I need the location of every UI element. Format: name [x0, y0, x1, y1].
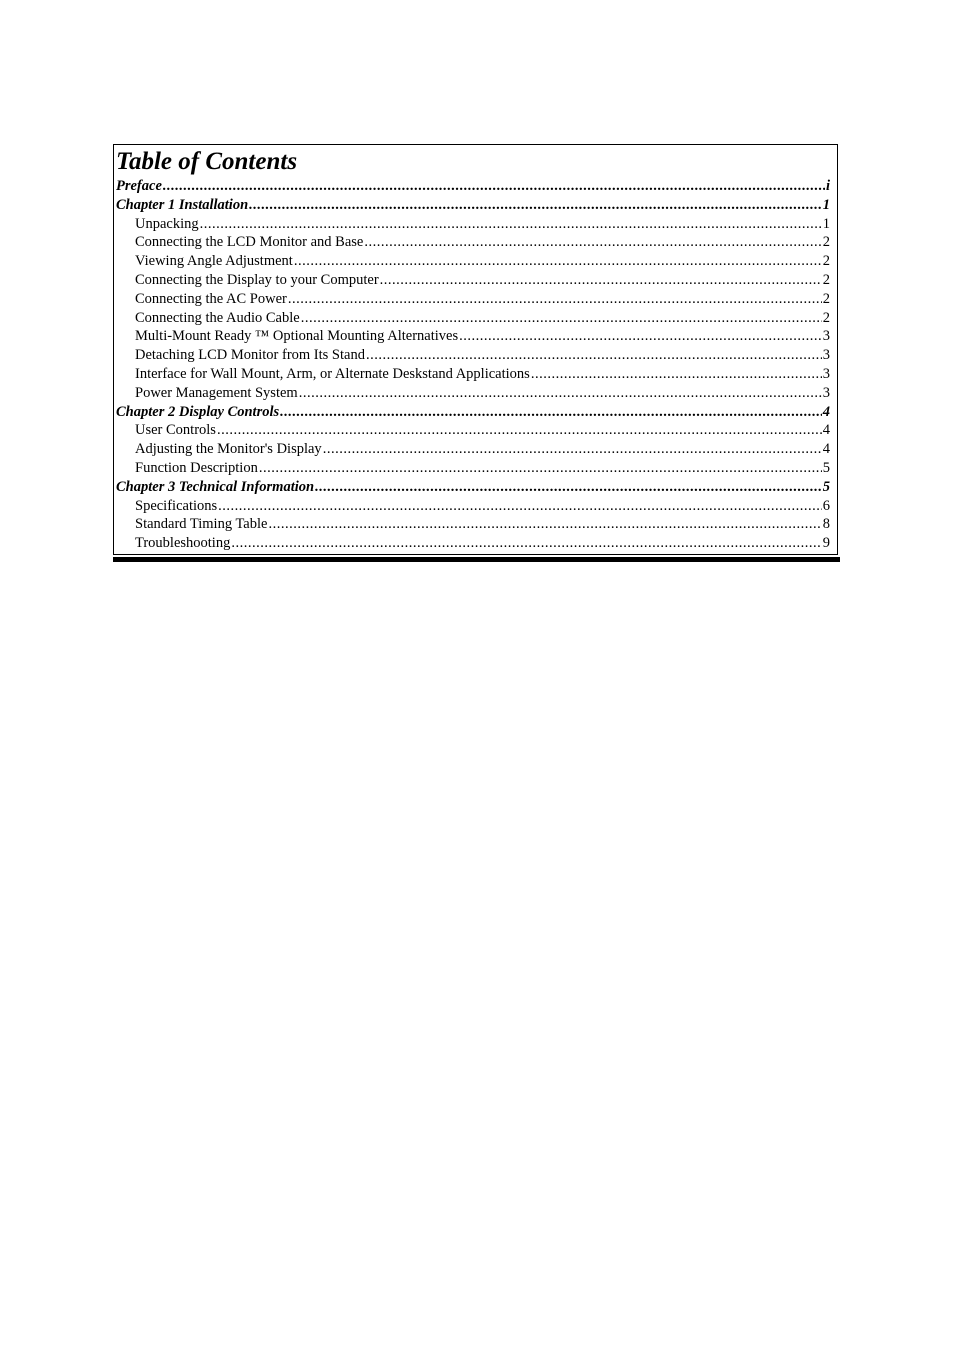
toc-entry-connecting-ac-power[interactable]	[116, 290, 830, 309]
dot-leader	[531, 365, 822, 384]
toc-entry-connecting-audio[interactable]	[116, 309, 830, 328]
dot-leader	[288, 290, 822, 309]
dot-leader	[301, 309, 822, 328]
toc-title: Table of Contents	[116, 148, 298, 175]
toc-entry-user-controls[interactable]	[116, 421, 830, 440]
toc-entry-page: 3	[822, 328, 830, 345]
toc-entry-label: Multi-Mount Ready ™ Optional Mounting Alternatives	[135, 328, 459, 345]
toc-entry-troubleshooting[interactable]	[116, 534, 830, 553]
dot-leader	[315, 478, 822, 497]
toc-entry-page: 8	[822, 516, 830, 533]
toc-entry-label: Connecting the Display to your Computer	[135, 271, 379, 288]
dot-leader	[268, 515, 821, 534]
toc-entry-page: 2	[822, 290, 830, 307]
table-of-contents	[113, 144, 838, 555]
toc-entry-standard-timing-table[interactable]	[116, 515, 830, 534]
toc-entry-page: 1	[822, 196, 830, 213]
dot-leader	[218, 497, 822, 516]
toc-entry-page: 3	[822, 365, 830, 382]
toc-entry-page: 1	[822, 215, 830, 232]
dot-leader	[366, 346, 822, 365]
toc-entry-connecting-display[interactable]	[116, 271, 830, 290]
dot-leader	[299, 384, 822, 403]
toc-entry-page: 4	[822, 422, 830, 439]
toc-entry-multi-mount[interactable]	[116, 327, 830, 346]
toc-entry-page: 6	[822, 497, 830, 514]
toc-entry-label: Chapter 3 Technical Information	[116, 478, 315, 495]
toc-entry-page: 3	[822, 384, 830, 401]
toc-entry-label: Connecting the LCD Monitor and Base	[135, 234, 364, 251]
toc-entry-label: Connecting the AC Power	[135, 290, 287, 307]
toc-bottom-rule	[113, 557, 840, 562]
toc-entry-label: Unpacking	[135, 215, 199, 232]
dot-leader	[200, 215, 822, 234]
toc-entry-detaching-monitor[interactable]	[116, 346, 830, 365]
toc-entry-label: Function Description	[135, 459, 258, 476]
toc-entry-unpacking[interactable]	[116, 215, 830, 234]
toc-entry-chapter-2[interactable]	[116, 403, 830, 422]
toc-entry-label: Troubleshooting	[135, 535, 231, 552]
toc-entry-label: Standard Timing Table	[135, 516, 268, 533]
dot-leader	[217, 421, 822, 440]
toc-entry-page: 5	[822, 459, 830, 476]
toc-entry-page: 5	[822, 478, 830, 495]
toc-entry-label: Viewing Angle Adjustment	[135, 253, 293, 270]
toc-entry-specifications[interactable]	[116, 497, 830, 516]
toc-entry-wall-mount-interface[interactable]	[116, 365, 830, 384]
toc-entry-page: 2	[822, 253, 830, 270]
dot-leader	[380, 271, 822, 290]
dot-leader	[249, 196, 822, 215]
toc-entry-page: i	[825, 178, 830, 194]
toc-entry-label: Chapter 2 Display Controls	[116, 403, 280, 420]
toc-entry-chapter-3[interactable]	[116, 478, 830, 497]
toc-entry-page: 2	[822, 309, 830, 326]
toc-entry-chapter-1[interactable]	[116, 196, 830, 215]
toc-entry-label: Detaching LCD Monitor from Its Stand	[135, 347, 365, 364]
toc-entry-label: Adjusting the Monitor's Display	[135, 441, 322, 458]
toc-entry-label: Power Management System	[135, 384, 298, 401]
toc-entry-page: 9	[822, 535, 830, 552]
toc-entry-label: Specifications	[135, 497, 218, 514]
dot-leader	[364, 233, 821, 252]
toc-entry-page: 4	[822, 403, 830, 420]
toc-entry-label: Chapter 1 Installation	[116, 196, 249, 213]
dot-leader	[294, 252, 822, 271]
toc-list	[116, 177, 830, 553]
toc-entry-label: Connecting the Audio Cable	[135, 309, 300, 326]
dot-leader	[280, 403, 822, 422]
toc-entry-label: Interface for Wall Mount, Arm, or Alternate Deskstand Applications	[135, 365, 530, 382]
toc-entry-page: 3	[822, 347, 830, 364]
toc-entry-page: 2	[822, 271, 830, 288]
dot-leader	[323, 440, 822, 459]
toc-entry-preface[interactable]	[116, 177, 830, 196]
toc-entry-page: 2	[822, 234, 830, 251]
dot-leader	[259, 459, 822, 478]
dot-leader	[231, 534, 821, 553]
toc-entry-label: Preface	[116, 178, 162, 194]
toc-entry-viewing-angle[interactable]	[116, 252, 830, 271]
dot-leader	[163, 177, 825, 196]
toc-entry-page: 4	[822, 441, 830, 458]
dot-leader	[459, 327, 822, 346]
toc-entry-function-description[interactable]	[116, 459, 830, 478]
toc-entry-power-management[interactable]	[116, 384, 830, 403]
toc-entry-adjusting-display[interactable]	[116, 440, 830, 459]
toc-entry-label: User Controls	[135, 422, 216, 439]
toc-entry-connecting-monitor-base[interactable]	[116, 233, 830, 252]
